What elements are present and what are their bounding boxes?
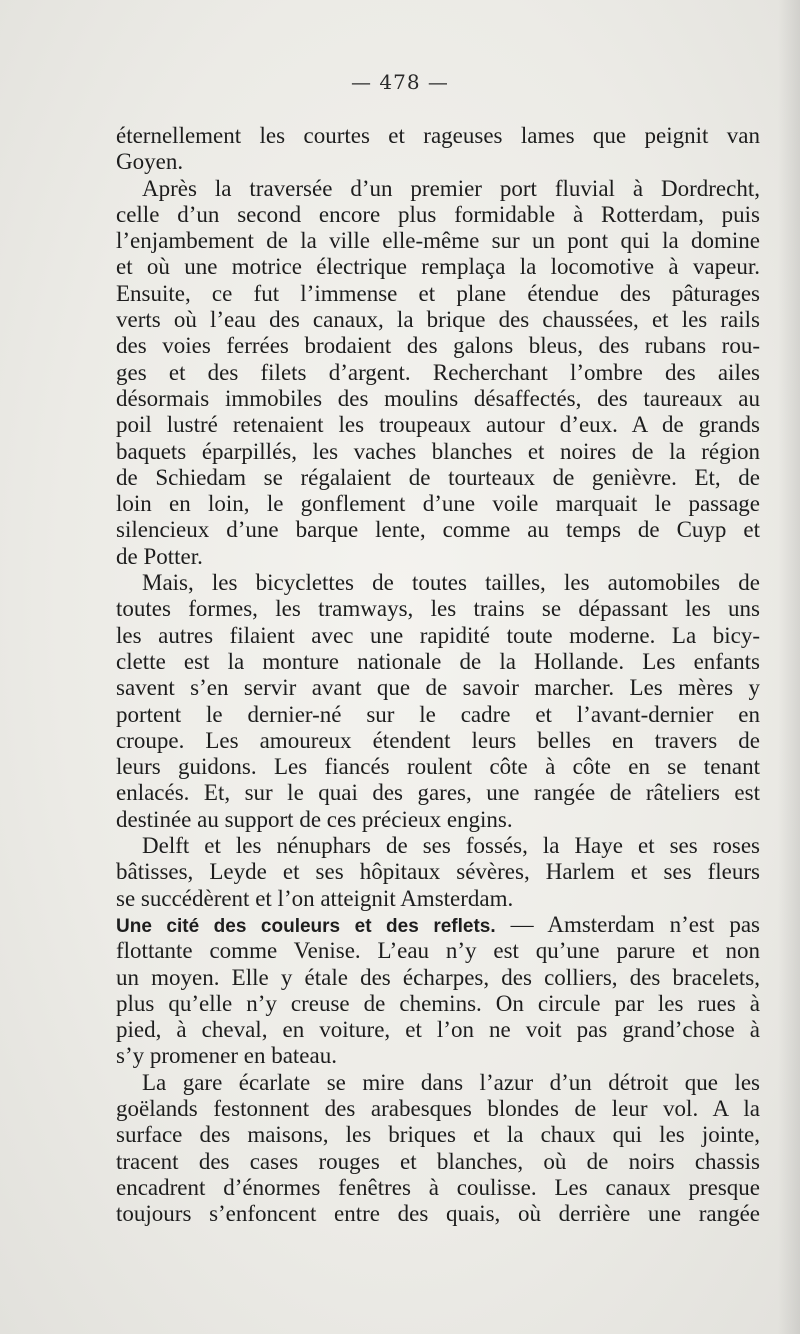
- page-number: — 478 —: [351, 70, 449, 94]
- text-line: [116, 176, 760, 202]
- text-line: [116, 570, 760, 596]
- line-text: toujours s’enfoncent entre des quais, où derrière une rangée: [116, 1201, 760, 1227]
- line-text: goëlands festonnent des arabesques blondes de leur vol. A la: [116, 1095, 760, 1121]
- line-text: l’enjambement de la ville elle-même sur un pont qui la domine: [116, 228, 760, 254]
- text-line: [116, 1096, 760, 1122]
- line-text: loin en loin, le gonflement d’une voile marquait le passage: [116, 491, 760, 517]
- line-text: silencieux d’une barque lente, comme au temps de Cuyp et: [116, 517, 760, 543]
- line-text: toutes formes, les tramways, les trains se dépassant les uns: [116, 596, 760, 622]
- line-text: Goyen.: [116, 149, 184, 175]
- text-line: [116, 439, 760, 465]
- text-line: [116, 1017, 760, 1043]
- text-line: [116, 544, 760, 570]
- line-text: et où une motrice électrique remplaça la locomotive à vapeur.: [116, 254, 760, 280]
- text-line: [116, 1201, 760, 1227]
- text-line: [116, 938, 760, 964]
- page-edge-shadow: [778, 0, 800, 1334]
- text-line: [116, 281, 760, 307]
- text-line: [116, 1175, 760, 1201]
- line-text: de Potter.: [116, 543, 203, 569]
- line-text: flottante comme Venise. L’eau n’y est qu’une parure et non: [116, 938, 760, 964]
- line-text: leurs guidons. Les fiancés roulent côte à côte en se tenant: [116, 754, 760, 780]
- line-text: destinée au support de ces précieux engins.: [116, 806, 513, 832]
- text-line: [116, 912, 760, 938]
- line-text: baquets éparpillés, les vaches blanches et noires de la région: [116, 438, 760, 464]
- text-line: [116, 517, 760, 543]
- text-line: [116, 859, 760, 885]
- line-text: savent s’en servir avant que de savoir marcher. Les mères y: [116, 675, 760, 701]
- text-line: [116, 728, 760, 754]
- line-text: Après la traversée d’un premier port fluvial à Dordrecht,: [142, 175, 760, 201]
- text-line: [116, 1122, 760, 1148]
- text-line: [116, 649, 760, 675]
- line-text: verts où l’eau des canaux, la brique des chaussées, et les rails: [116, 307, 760, 333]
- text-line: [116, 623, 760, 649]
- line-text: Mais, les bicyclettes de toutes tailles, les automobiles de: [142, 570, 760, 596]
- line-text: des voies ferrées brodaient des galons bleus, des rubans rou-: [116, 333, 760, 359]
- text-line: [116, 491, 760, 517]
- text-line: [116, 754, 760, 780]
- line-text: portent le dernier-né sur le cadre et l’avant-dernier en: [116, 701, 760, 727]
- line-text: éternellement les courtes et rageuses lames que peignit van: [116, 123, 760, 148]
- text-line: [116, 202, 760, 228]
- line-text: ges et des filets d’argent. Recherchant l’ombre des ailes: [116, 359, 760, 385]
- text-line: [116, 123, 760, 149]
- line-text: clette est la monture nationale de la Hollande. Les enfants: [116, 648, 760, 674]
- line-text: celle d’un second encore plus formidable à Rotterdam, puis: [116, 201, 760, 227]
- text-line: [116, 1149, 760, 1175]
- line-text: encadrent d’énormes fenêtres à coulisse. Les canaux presque: [116, 1174, 760, 1200]
- line-text: enlacés. Et, sur le quai des gares, une rangée de râteliers est: [116, 780, 760, 806]
- text-line: [116, 254, 760, 280]
- line-text: croupe. Les amoureux étendent leurs belles en travers de: [116, 727, 760, 753]
- line-text: de Schiedam se régalaient de tourteaux de genièvre. Et, de: [116, 464, 760, 490]
- line-text: s’y promener en bateau.: [116, 1043, 337, 1069]
- line-text: se succédèrent et l’on atteignit Amsterdam.: [116, 885, 514, 911]
- line-text: La gare écarlate se mire dans l’azur d’un détroit que les: [142, 1069, 760, 1095]
- line-text: un moyen. Elle y étale des écharpes, des colliers, des bracelets,: [116, 964, 760, 990]
- line-text: les autres filaient avec une rapidité toute moderne. La bicy-: [116, 622, 760, 648]
- text-line: [116, 702, 760, 728]
- text-line: [116, 886, 760, 912]
- text-line: [116, 596, 760, 622]
- text-line: [116, 991, 760, 1017]
- text-line: [116, 360, 760, 386]
- line-text: Ensuite, ce fut l’immense et plane étendue des pâturages: [116, 280, 760, 306]
- section-heading: Une cité des couleurs et des reflets.: [116, 915, 496, 937]
- line-text: Delft et les nénuphars de ses fossés, la Haye et ses roses: [142, 833, 760, 859]
- body-text: [116, 123, 760, 1227]
- text-line: [116, 465, 760, 491]
- text-line: [116, 1070, 760, 1096]
- line-text: bâtisses, Leyde et ses hôpitaux sévères, Harlem et ses fleurs: [116, 859, 760, 885]
- text-line: [116, 307, 760, 333]
- text-line: [116, 1043, 760, 1069]
- text-line: [116, 833, 760, 859]
- text-line: [116, 965, 760, 991]
- line-text: désormais immobiles des moulins désaffectés, des taureaux au: [116, 385, 760, 411]
- line-text: — Amsterdam n’est pas: [495, 911, 760, 937]
- text-line: [116, 412, 760, 438]
- text-line: [116, 675, 760, 701]
- line-text: pied, à cheval, en voiture, et l’on ne voit pas grand’chose à: [116, 1017, 760, 1043]
- text-line: [116, 780, 760, 806]
- text-line: [116, 228, 760, 254]
- text-line: [116, 386, 760, 412]
- text-line: [116, 333, 760, 359]
- line-text: poil lustré retenaient les troupeaux autour d’eux. A de grands: [116, 412, 760, 438]
- line-text: tracent des cases rouges et blanches, où de noirs chassis: [116, 1148, 760, 1174]
- line-text: surface des maisons, les briques et la chaux qui les jointe,: [116, 1122, 760, 1148]
- text-line: [116, 149, 760, 175]
- line-text: plus qu’elle n’y creuse de chemins. On circule par les rues à: [116, 990, 760, 1016]
- text-line: [116, 807, 760, 833]
